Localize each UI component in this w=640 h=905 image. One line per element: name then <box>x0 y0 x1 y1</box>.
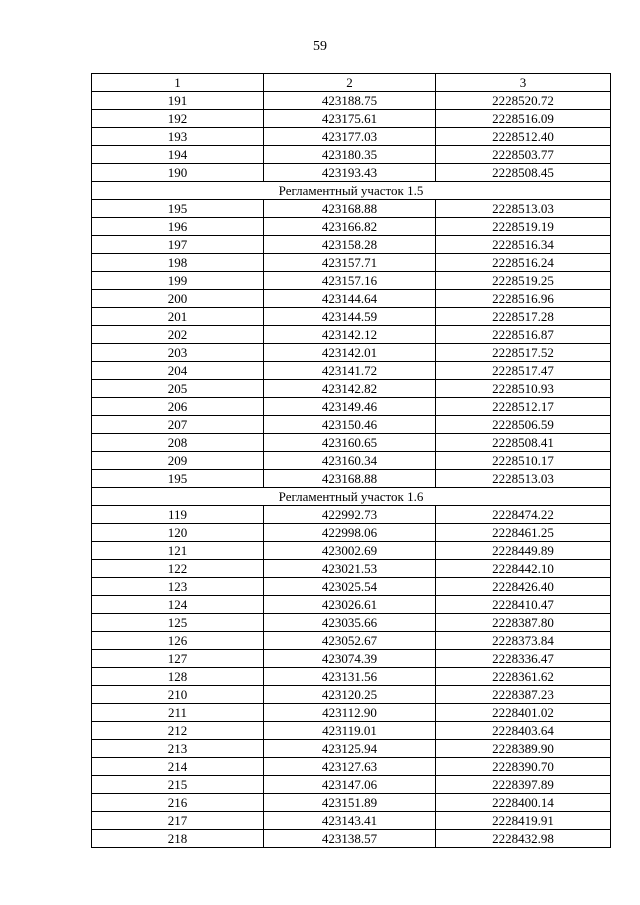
coordinates-table-body <box>92 74 611 848</box>
x-coordinate-cell: 423150.46 <box>264 416 436 434</box>
table-row <box>92 830 611 848</box>
x-coordinate-cell: 423160.65 <box>264 434 436 452</box>
table-row <box>92 326 611 344</box>
table-row <box>92 578 611 596</box>
x-coordinate-cell: 423158.28 <box>264 236 436 254</box>
y-coordinate-cell: 2228461.25 <box>436 524 611 542</box>
y-coordinate-cell: 2228389.90 <box>436 740 611 758</box>
table-row <box>92 128 611 146</box>
y-coordinate-cell: 2228419.91 <box>436 812 611 830</box>
x-coordinate-cell: 423141.72 <box>264 362 436 380</box>
table-row <box>92 164 611 182</box>
y-coordinate-cell: 2228361.62 <box>436 668 611 686</box>
x-coordinate-cell: 423021.53 <box>264 560 436 578</box>
table-row <box>92 524 611 542</box>
table-row <box>92 398 611 416</box>
y-coordinate-cell: 2228512.40 <box>436 128 611 146</box>
y-coordinate-cell: 2228510.17 <box>436 452 611 470</box>
section-header-row <box>92 182 611 200</box>
y-coordinate-cell: 2228517.28 <box>436 308 611 326</box>
point-number-cell: 215 <box>92 776 264 794</box>
table-row <box>92 614 611 632</box>
point-number-cell: 128 <box>92 668 264 686</box>
table-row <box>92 632 611 650</box>
x-coordinate-cell: 423166.82 <box>264 218 436 236</box>
table-row <box>92 254 611 272</box>
table-row <box>92 434 611 452</box>
table-row <box>92 812 611 830</box>
table-row <box>92 290 611 308</box>
point-number-cell: 210 <box>92 686 264 704</box>
y-coordinate-cell: 2228510.93 <box>436 380 611 398</box>
y-coordinate-cell: 2228516.34 <box>436 236 611 254</box>
y-coordinate-cell: 2228519.19 <box>436 218 611 236</box>
table-row <box>92 362 611 380</box>
x-coordinate-cell: 423002.69 <box>264 542 436 560</box>
table-row <box>92 560 611 578</box>
x-coordinate-cell: 423144.59 <box>264 308 436 326</box>
table-row <box>92 794 611 812</box>
x-coordinate-cell: 423168.88 <box>264 200 436 218</box>
table-row <box>92 758 611 776</box>
table-row <box>92 686 611 704</box>
table-row <box>92 776 611 794</box>
table-row <box>92 272 611 290</box>
y-coordinate-cell: 2228373.84 <box>436 632 611 650</box>
table-row <box>92 506 611 524</box>
section-title: Регламентный участок 1.5 <box>92 182 611 200</box>
table-row <box>92 542 611 560</box>
point-number-cell: 218 <box>92 830 264 848</box>
x-coordinate-cell: 423180.35 <box>264 146 436 164</box>
y-coordinate-cell: 2228517.47 <box>436 362 611 380</box>
y-coordinate-cell: 2228387.23 <box>436 686 611 704</box>
x-coordinate-cell: 422992.73 <box>264 506 436 524</box>
table-row <box>92 704 611 722</box>
table-row <box>92 416 611 434</box>
point-number-cell: 196 <box>92 218 264 236</box>
point-number-cell: 119 <box>92 506 264 524</box>
point-number-cell: 217 <box>92 812 264 830</box>
x-coordinate-cell: 423188.75 <box>264 92 436 110</box>
point-number-cell: 216 <box>92 794 264 812</box>
table-row <box>92 740 611 758</box>
x-coordinate-cell: 423147.06 <box>264 776 436 794</box>
table-row <box>92 200 611 218</box>
point-number-cell: 197 <box>92 236 264 254</box>
y-coordinate-cell: 2228506.59 <box>436 416 611 434</box>
x-coordinate-cell: 423127.63 <box>264 758 436 776</box>
table-row <box>92 722 611 740</box>
table-row <box>92 344 611 362</box>
y-coordinate-cell: 2228517.52 <box>436 344 611 362</box>
column-header-2: 2 <box>264 74 436 92</box>
x-coordinate-cell: 423193.43 <box>264 164 436 182</box>
column-header-3: 3 <box>436 74 611 92</box>
table-row <box>92 470 611 488</box>
point-number-cell: 203 <box>92 344 264 362</box>
point-number-cell: 202 <box>92 326 264 344</box>
table-row <box>92 110 611 128</box>
point-number-cell: 123 <box>92 578 264 596</box>
y-coordinate-cell: 2228513.03 <box>436 470 611 488</box>
point-number-cell: 195 <box>92 470 264 488</box>
point-number-cell: 199 <box>92 272 264 290</box>
y-coordinate-cell: 2228397.89 <box>436 776 611 794</box>
y-coordinate-cell: 2228432.98 <box>436 830 611 848</box>
point-number-cell: 200 <box>92 290 264 308</box>
y-coordinate-cell: 2228516.96 <box>436 290 611 308</box>
y-coordinate-cell: 2228336.47 <box>436 650 611 668</box>
point-number-cell: 194 <box>92 146 264 164</box>
table-row <box>92 452 611 470</box>
page-number: 59 <box>313 39 327 54</box>
x-coordinate-cell: 423149.46 <box>264 398 436 416</box>
y-coordinate-cell: 2228519.25 <box>436 272 611 290</box>
x-coordinate-cell: 423143.41 <box>264 812 436 830</box>
x-coordinate-cell: 423119.01 <box>264 722 436 740</box>
x-coordinate-cell: 423125.94 <box>264 740 436 758</box>
point-number-cell: 190 <box>92 164 264 182</box>
x-coordinate-cell: 423151.89 <box>264 794 436 812</box>
point-number-cell: 192 <box>92 110 264 128</box>
x-coordinate-cell: 423160.34 <box>264 452 436 470</box>
y-coordinate-cell: 2228403.64 <box>436 722 611 740</box>
point-number-cell: 195 <box>92 200 264 218</box>
table-row <box>92 668 611 686</box>
x-coordinate-cell: 423112.90 <box>264 704 436 722</box>
x-coordinate-cell: 423074.39 <box>264 650 436 668</box>
y-coordinate-cell: 2228520.72 <box>436 92 611 110</box>
x-coordinate-cell: 423177.03 <box>264 128 436 146</box>
x-coordinate-cell: 423144.64 <box>264 290 436 308</box>
y-coordinate-cell: 2228442.10 <box>436 560 611 578</box>
y-coordinate-cell: 2228508.45 <box>436 164 611 182</box>
y-coordinate-cell: 2228516.09 <box>436 110 611 128</box>
x-coordinate-cell: 423142.01 <box>264 344 436 362</box>
y-coordinate-cell: 2228426.40 <box>436 578 611 596</box>
point-number-cell: 204 <box>92 362 264 380</box>
y-coordinate-cell: 2228513.03 <box>436 200 611 218</box>
y-coordinate-cell: 2228474.22 <box>436 506 611 524</box>
point-number-cell: 125 <box>92 614 264 632</box>
section-header-row <box>92 488 611 506</box>
y-coordinate-cell: 2228512.17 <box>436 398 611 416</box>
point-number-cell: 201 <box>92 308 264 326</box>
table-row <box>92 146 611 164</box>
point-number-cell: 207 <box>92 416 264 434</box>
table-row <box>92 308 611 326</box>
y-coordinate-cell: 2228401.02 <box>436 704 611 722</box>
y-coordinate-cell: 2228508.41 <box>436 434 611 452</box>
y-coordinate-cell: 2228410.47 <box>436 596 611 614</box>
point-number-cell: 121 <box>92 542 264 560</box>
table-row <box>92 218 611 236</box>
point-number-cell: 191 <box>92 92 264 110</box>
x-coordinate-cell: 423142.82 <box>264 380 436 398</box>
y-coordinate-cell: 2228390.70 <box>436 758 611 776</box>
x-coordinate-cell: 423052.67 <box>264 632 436 650</box>
coordinates-table <box>91 73 611 848</box>
x-coordinate-cell: 422998.06 <box>264 524 436 542</box>
point-number-cell: 120 <box>92 524 264 542</box>
point-number-cell: 212 <box>92 722 264 740</box>
y-coordinate-cell: 2228387.80 <box>436 614 611 632</box>
table-row <box>92 650 611 668</box>
section-title: Регламентный участок 1.6 <box>92 488 611 506</box>
point-number-cell: 209 <box>92 452 264 470</box>
x-coordinate-cell: 423157.71 <box>264 254 436 272</box>
x-coordinate-cell: 423142.12 <box>264 326 436 344</box>
y-coordinate-cell: 2228449.89 <box>436 542 611 560</box>
point-number-cell: 205 <box>92 380 264 398</box>
x-coordinate-cell: 423026.61 <box>264 596 436 614</box>
y-coordinate-cell: 2228516.87 <box>436 326 611 344</box>
table-header-row <box>92 74 611 92</box>
x-coordinate-cell: 423157.16 <box>264 272 436 290</box>
point-number-cell: 126 <box>92 632 264 650</box>
y-coordinate-cell: 2228516.24 <box>436 254 611 272</box>
x-coordinate-cell: 423175.61 <box>264 110 436 128</box>
point-number-cell: 198 <box>92 254 264 272</box>
y-coordinate-cell: 2228503.77 <box>436 146 611 164</box>
x-coordinate-cell: 423025.54 <box>264 578 436 596</box>
table-row <box>92 596 611 614</box>
table-row <box>92 236 611 254</box>
x-coordinate-cell: 423168.88 <box>264 470 436 488</box>
x-coordinate-cell: 423035.66 <box>264 614 436 632</box>
x-coordinate-cell: 423138.57 <box>264 830 436 848</box>
table-row <box>92 380 611 398</box>
point-number-cell: 127 <box>92 650 264 668</box>
point-number-cell: 208 <box>92 434 264 452</box>
y-coordinate-cell: 2228400.14 <box>436 794 611 812</box>
x-coordinate-cell: 423120.25 <box>264 686 436 704</box>
point-number-cell: 213 <box>92 740 264 758</box>
point-number-cell: 122 <box>92 560 264 578</box>
x-coordinate-cell: 423131.56 <box>264 668 436 686</box>
point-number-cell: 206 <box>92 398 264 416</box>
point-number-cell: 193 <box>92 128 264 146</box>
point-number-cell: 124 <box>92 596 264 614</box>
point-number-cell: 211 <box>92 704 264 722</box>
point-number-cell: 214 <box>92 758 264 776</box>
column-header-1: 1 <box>92 74 264 92</box>
table-row <box>92 92 611 110</box>
